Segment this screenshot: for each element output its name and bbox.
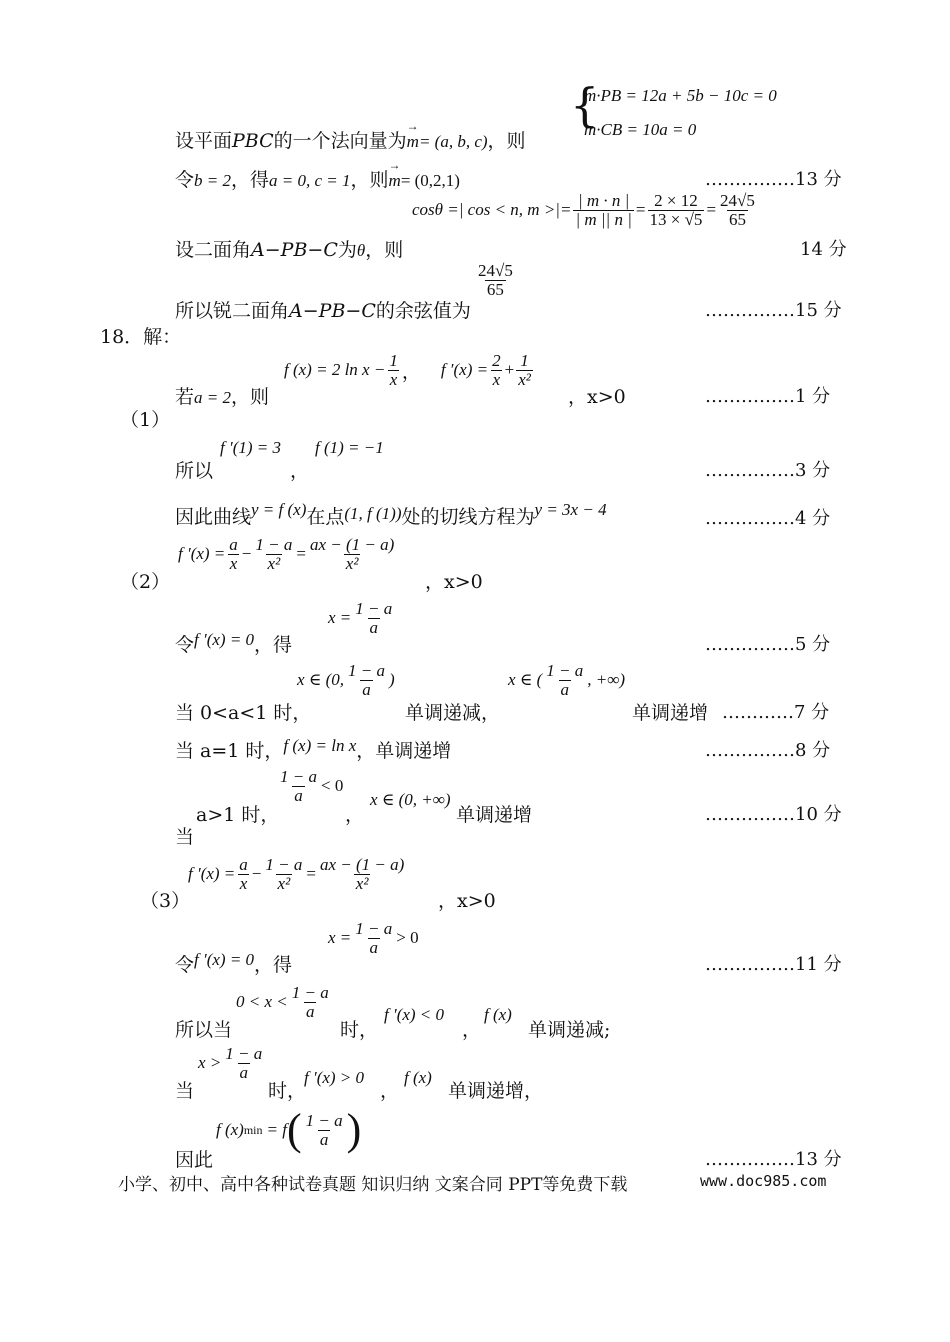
math: < 0: [320, 776, 344, 796]
domain-2: ，x>0: [425, 571, 483, 593]
denominator: 65: [728, 209, 746, 229]
fx-definitions: [284, 352, 535, 389]
math: x ∈ (: [508, 670, 543, 690]
footer-url[interactable]: www.doc985.com: [700, 1172, 827, 1190]
denominator: x²: [345, 553, 359, 573]
case3-interval: x ∈ (0, +∞): [370, 790, 451, 809]
numerator: 24√5: [720, 191, 755, 210]
math: 0 < x <: [236, 992, 288, 1012]
part-1-label: （1）: [120, 409, 171, 431]
text: ，得: [254, 954, 293, 976]
numerator: 1 − a: [291, 983, 329, 1002]
neg-derivative: f ′(x) < 0: [384, 1005, 445, 1024]
score-13b: ……………13 分: [705, 1149, 842, 1170]
score-8: ……………8 分: [705, 740, 831, 761]
numerator: 1: [389, 351, 398, 370]
numerator: 1 − a: [348, 661, 386, 680]
denominator: a: [239, 1062, 249, 1082]
text: 设二面角: [175, 239, 252, 261]
numerator: 1 − a: [255, 535, 293, 554]
comma: ，: [345, 804, 365, 826]
text: 当 a=1 时，: [175, 740, 284, 762]
denominator: a: [369, 937, 379, 957]
numerator: a: [239, 855, 248, 874]
text: 的余弦值为: [375, 300, 471, 322]
denominator: x: [239, 873, 248, 893]
math: , +∞): [587, 670, 626, 690]
math: f (x) = ln x: [283, 736, 357, 755]
range1: [236, 984, 333, 1021]
x-solution: [328, 600, 396, 637]
score-5: ……………5 分: [705, 634, 831, 655]
numerator: 1 − a: [280, 767, 317, 786]
comma: ，: [481, 702, 501, 724]
part-3-label: （3）: [140, 890, 191, 912]
case3-ineq: [276, 768, 343, 805]
math: x ∈ (0,: [297, 670, 345, 690]
fraction: [346, 662, 387, 699]
part3-derivative: [188, 856, 408, 893]
math: x >: [198, 1053, 222, 1073]
case3-inc: 单调递增: [456, 804, 533, 826]
numerator: 1 − a: [225, 1044, 263, 1063]
fraction: [387, 352, 400, 389]
text: 设平面: [175, 130, 233, 152]
fp1-value: f ′(1) = 3: [220, 438, 281, 457]
math: = (0,2,1): [400, 171, 460, 190]
left-paren: (: [286, 1105, 302, 1154]
numerator: 1 − a: [355, 919, 393, 938]
numerator: ax − (1 − a): [319, 855, 405, 874]
math: f ′(x) =: [188, 864, 236, 884]
minus: −: [241, 544, 252, 564]
math: b = 2: [194, 171, 231, 190]
text: 为: [337, 239, 357, 261]
numerator: 2: [492, 351, 501, 370]
dec-text: 单调递减;: [528, 1019, 611, 1041]
left-brace: {: [570, 78, 600, 132]
right-paren: ): [346, 1105, 362, 1154]
text: ，则: [350, 169, 389, 191]
pos-derivative: f ′(x) > 0: [304, 1068, 365, 1087]
text: 令: [175, 634, 195, 656]
tangent-line: [175, 502, 607, 529]
math: y = 3x − 4: [534, 500, 607, 519]
normal-vector-line: [175, 126, 526, 153]
score-13: ……………13 分: [705, 169, 842, 190]
domain-1: ，x>0: [568, 386, 626, 408]
if-a-line: [175, 382, 269, 409]
fraction: [227, 536, 240, 573]
math: ): [389, 670, 395, 690]
inc-text: 单调递增，: [448, 1080, 544, 1102]
so-when-line: [175, 1015, 232, 1042]
text: ，得: [254, 634, 293, 656]
score-11: ……………11 分: [705, 954, 842, 975]
case1-inc: 单调递增: [632, 702, 709, 724]
normal-vector-def: = (a, b, c): [418, 132, 488, 151]
fraction: [573, 192, 633, 229]
text: ，则: [231, 386, 270, 408]
denominator: a: [362, 679, 371, 699]
when3: 时，: [268, 1080, 307, 1102]
equals: =: [706, 200, 717, 220]
text: 的一个法向量为: [273, 130, 407, 152]
case3-when: 当: [175, 826, 195, 848]
denominator: x²: [518, 369, 531, 389]
fraction: [237, 856, 250, 893]
fmin-expr: [216, 1105, 362, 1154]
denominator: a: [560, 679, 570, 699]
footer-text: 小学、初中、高中各种试卷真题 知识归纳 文案合同 PPT等免费下载: [118, 1175, 628, 1195]
math: a = 0, c = 1: [269, 171, 351, 190]
fraction: [290, 984, 331, 1021]
denominator: x²: [355, 873, 369, 893]
numerator: 1 − a: [305, 1110, 343, 1130]
range2: [198, 1045, 266, 1082]
theta: θ: [356, 241, 366, 260]
case2-line: [175, 736, 451, 763]
case1-interval-1: [297, 662, 395, 699]
fraction: [718, 192, 757, 229]
so-text: 所以: [175, 460, 214, 482]
comma: ，: [401, 361, 421, 383]
denominator: 13 × √5: [649, 209, 703, 229]
numerator: 24√5: [478, 261, 513, 280]
fraction: [263, 856, 304, 893]
angle-name: A−PB−C: [251, 239, 338, 261]
score-1: ……………1 分: [705, 386, 831, 407]
math: f (x) = 2 ln x −: [284, 360, 386, 380]
p3-x-solution: [328, 920, 419, 957]
denominator: 65: [486, 279, 504, 299]
score-14: 14 分: [800, 239, 847, 260]
plane-name: PBC: [232, 130, 274, 152]
answer-fraction: [474, 262, 517, 299]
comma: ，: [462, 1019, 482, 1041]
fraction: [318, 856, 406, 893]
cos-formula: [412, 192, 759, 229]
numerator: ax − (1 − a): [309, 535, 395, 554]
numerator: 1 − a: [355, 599, 393, 618]
denominator: x²: [277, 873, 291, 893]
fraction: [516, 352, 533, 389]
let-b-line: [175, 165, 460, 192]
therefore: 因此: [175, 1149, 214, 1171]
system-line-2: m·CB = 10a = 0: [584, 120, 697, 139]
text: 令: [175, 954, 195, 976]
denominator: x: [229, 553, 238, 573]
text: 所以当: [175, 1019, 233, 1041]
fraction: [253, 536, 294, 573]
vector-m: → m: [389, 171, 401, 191]
minus: −: [251, 864, 262, 884]
equals: =: [296, 544, 306, 564]
fraction: [353, 600, 394, 637]
domain-3: ，x>0: [438, 890, 496, 912]
fraction: [278, 768, 319, 805]
subscript: min: [243, 1122, 263, 1137]
score-7: …………7 分: [722, 702, 830, 723]
text: 在点: [306, 506, 345, 528]
text: ，得: [231, 169, 270, 191]
equals: =: [306, 864, 316, 884]
numerator: a: [229, 535, 238, 554]
math: x =: [328, 608, 352, 628]
part2-derivative: [178, 536, 398, 573]
math: (1, f (1)): [344, 504, 402, 523]
denominator: a: [369, 617, 379, 637]
math: cosθ =| cos < n, m >|=: [412, 200, 572, 220]
when-text: 时，: [340, 1019, 379, 1041]
fraction: [304, 1112, 345, 1149]
comma: ，: [380, 1080, 400, 1102]
fraction: [353, 920, 394, 957]
denominator: x: [389, 369, 398, 389]
comma: ，: [290, 460, 310, 482]
problem-18-heading: 18．解：: [100, 326, 182, 348]
numerator: | m · n |: [577, 191, 630, 210]
plus: +: [504, 360, 515, 380]
score-3: ……………3 分: [705, 460, 831, 481]
dihedral-line: [175, 235, 403, 262]
fraction: [223, 1045, 264, 1082]
math: f ′(x) = 0: [194, 950, 255, 969]
f1-value: f (1) = −1: [315, 438, 384, 457]
case1-dec: [405, 698, 500, 725]
fraction: [648, 192, 705, 229]
system-line-1: m·PB = 12a + 5b − 10c = 0: [584, 86, 777, 105]
numerator: 1 − a: [265, 855, 303, 874]
math: f ′(x) = 0: [194, 630, 255, 649]
case1-text: 当 0<a<1 时，: [175, 702, 312, 724]
text: 令: [175, 169, 195, 191]
part-2-label: （2）: [120, 571, 171, 593]
text: 所以锐二面角: [175, 300, 290, 322]
fraction: [476, 262, 515, 299]
text: 处的切线方程为: [401, 506, 535, 528]
numerator: 1: [520, 351, 529, 370]
fraction: [544, 662, 585, 699]
fx-a: f (x): [484, 1005, 512, 1024]
math: f ′(x) =: [440, 360, 489, 380]
fraction: [308, 536, 396, 573]
denominator: x²: [267, 553, 281, 573]
equals: =: [635, 200, 646, 220]
fraction: [490, 352, 503, 389]
text: ，则: [487, 130, 526, 152]
denominator: a: [319, 1129, 329, 1149]
score-4: ……………4 分: [705, 508, 831, 529]
math: x =: [328, 928, 352, 948]
denominator: x: [492, 369, 501, 389]
math: > 0: [396, 928, 419, 948]
text: ，单调递增: [356, 740, 452, 762]
math: = f: [266, 1120, 287, 1139]
angle-name: A−PB−C: [289, 300, 376, 322]
math: y = f (x): [251, 500, 307, 519]
math: f (x): [216, 1120, 244, 1139]
denominator: a: [305, 1001, 315, 1021]
score-10: ……………10 分: [705, 804, 842, 825]
denominator: | m || n |: [575, 209, 632, 229]
let-line: [175, 630, 292, 657]
denominator: a: [294, 785, 303, 805]
score-15: ……………15 分: [705, 300, 842, 321]
case1-interval-2: [508, 662, 625, 699]
fx-b: f (x): [404, 1068, 432, 1087]
vector-m: → m: [407, 132, 419, 152]
p3-let-line: [175, 950, 292, 977]
when2: 当: [175, 1080, 195, 1102]
math: a = 2: [194, 388, 231, 407]
math: f ′(x) =: [178, 544, 226, 564]
text: 因此曲线: [175, 506, 252, 528]
numerator: 1 − a: [546, 661, 584, 680]
numerator: 2 × 12: [654, 191, 698, 210]
text: ，则: [365, 239, 404, 261]
conclusion-line: [175, 296, 471, 323]
case3-text: a>1 时，: [196, 804, 280, 826]
text: 单调递减: [405, 702, 482, 724]
text: 若: [175, 386, 195, 408]
